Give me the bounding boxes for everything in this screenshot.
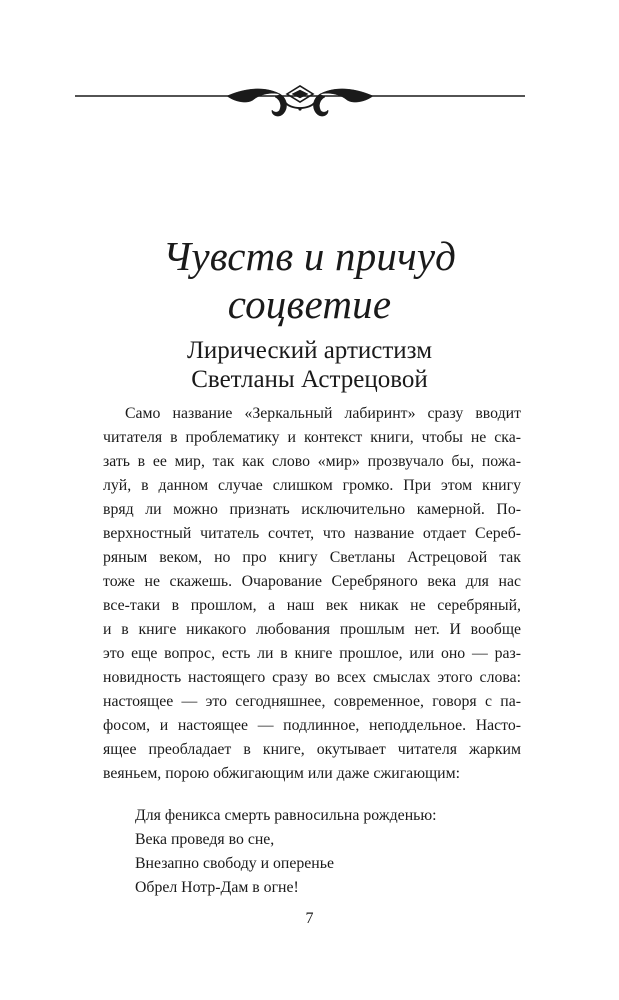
paragraph-line: зать в ее мир, так как слово «мир» прозвучало бы, пожа- bbox=[103, 453, 521, 470]
paragraph-line: веяньем, порою обжигающим или даже сжигающим: bbox=[103, 765, 461, 782]
chapter-subtitle-line-2: Светланы Астрецовой bbox=[191, 366, 428, 393]
verse-line: Для феникса смерть равносильна рожденью: bbox=[135, 807, 437, 824]
verse-line: Обрел Нотр-Дам в огне! bbox=[135, 879, 299, 896]
verse-line: Внезапно свободу и оперенье bbox=[135, 855, 334, 872]
chapter-title-line-2: соцветие bbox=[227, 281, 392, 327]
paragraph-line: новидность настоящего сразу во всех смыслах этого слова: bbox=[103, 669, 521, 686]
chapter-title-line-1: Чувств и причуд bbox=[162, 233, 457, 279]
paragraph-line: луй, в данном случае слишком громко. При этом книгу bbox=[103, 477, 521, 494]
paragraph-line: верхностный читатель сочтет, что название отдает Сереб- bbox=[103, 525, 521, 542]
paragraph-line: Само название «Зеркальный лабиринт» сразу вводит bbox=[125, 405, 521, 422]
page-number: 7 bbox=[305, 910, 314, 927]
ornament-divider-icon bbox=[75, 82, 525, 122]
paragraph-line: ящее преобладает в книге, окутывает читателя жарким bbox=[103, 741, 521, 758]
paragraph-line: тоже не скажешь. Очарование Серебряного века для нас bbox=[103, 573, 521, 590]
paragraph-line: вряд ли можно признать исключительно камерной. По- bbox=[103, 501, 521, 518]
paragraph-line: это еще вопрос, есть ли в книге прошлое, или оно — раз- bbox=[103, 645, 521, 662]
paragraph-line: и в книге никакого любования прошлым нет. И вообще bbox=[103, 621, 521, 638]
paragraph-line: ряным веком, но про книгу Светланы Астрецовой так bbox=[103, 549, 521, 566]
paragraph-line: фосом, и настоящее — подлинное, неподдельное. Насто- bbox=[103, 717, 521, 734]
paragraph-line: все-таки в прошлом, а наш век никак не серебряный, bbox=[103, 597, 521, 614]
paragraph-line: настоящее — это сегодняшнее, современное, говоря с па- bbox=[103, 693, 521, 710]
verse-line: Века проведя во сне, bbox=[135, 831, 275, 848]
paragraph-line: читателя в проблематику и контекст книги, чтобы не ска- bbox=[103, 429, 521, 446]
chapter-subtitle-line-1: Лирический артистизм bbox=[186, 337, 433, 364]
